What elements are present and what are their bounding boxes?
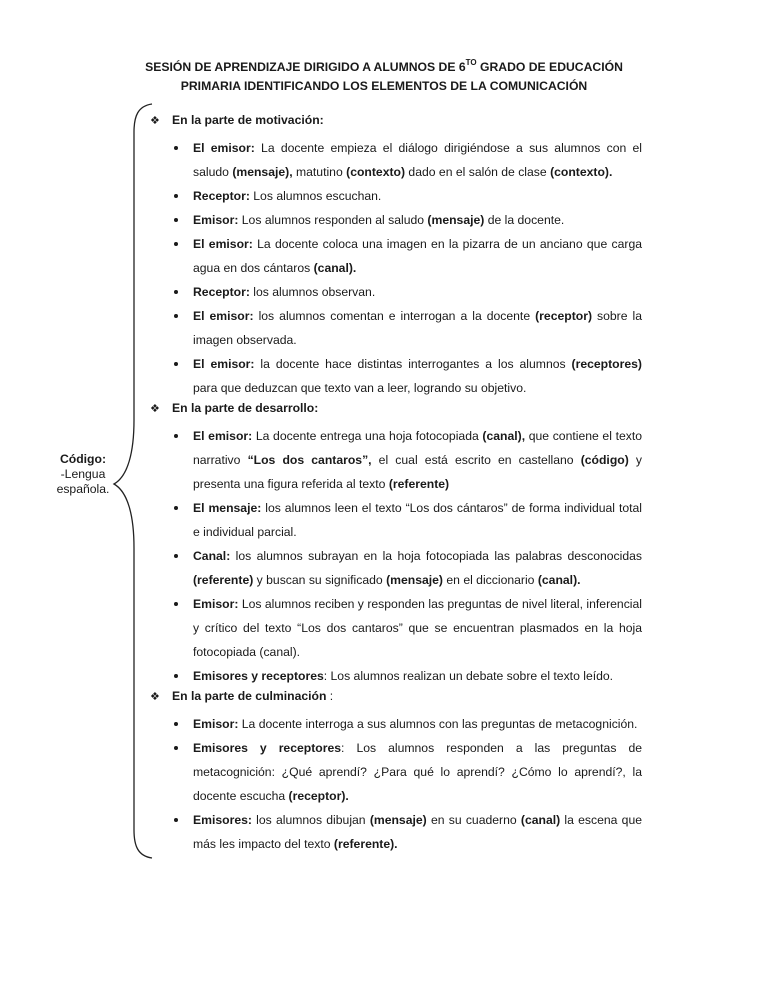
bullet-list	[150, 712, 642, 856]
bold-term: “Los dos cantaros”,	[247, 453, 372, 467]
bold-term: Canal:	[193, 549, 231, 563]
codigo-label: Código:	[59, 452, 107, 466]
codigo-text-2: española.	[56, 482, 110, 496]
codigo-note	[52, 452, 114, 497]
bold-term: (referente).	[333, 837, 398, 851]
bold-term: (canal),	[482, 429, 526, 443]
curly-brace	[0, 0, 160, 994]
list-item	[150, 304, 642, 352]
bold-term: (receptores)	[571, 357, 642, 371]
bold-term: (contexto).	[550, 165, 613, 179]
list-item	[150, 352, 642, 400]
bold-term: (mensaje)	[369, 813, 427, 827]
text-run: de la docente.	[484, 213, 565, 227]
title-line-1: SESIÓN DE APRENDIZAJE DIRIGIDO A ALUMNOS DE $6^{TO}$ GRADO DE EDUCACIÓN	[145, 58, 623, 74]
text-run: la escena que más les impacto del texto	[193, 813, 642, 851]
bold-term: (contexto)	[346, 165, 406, 179]
bold-term: (referente)	[388, 477, 450, 491]
text-run: los alumnos subrayan en la hoja fotocopiada las palabras desconocidas	[230, 549, 642, 563]
title-line-2: PRIMARIA IDENTIFICANDO LOS ELEMENTOS DE LA COMUNICACIÓN	[180, 79, 588, 93]
text-run: matutino	[292, 165, 347, 179]
bold-term: (mensaje)	[386, 573, 443, 587]
bold-term: (mensaje)	[427, 213, 485, 227]
bold-term: Receptor:	[193, 189, 250, 203]
text-run: : Los alumnos responden a las preguntas de metacognición: ¿Qué aprendí? ¿Para qué lo aprendí? ¿Cómo lo aprendí?, la docente escucha	[193, 741, 643, 803]
bold-term: El emisor:	[193, 141, 255, 155]
text-run: en su cuaderno	[426, 813, 521, 827]
text-run: La docente interroga a sus alumnos con las preguntas de metacognición.	[238, 717, 638, 731]
section-heading	[150, 688, 642, 712]
bold-term: (código)	[580, 453, 629, 467]
text-run: los alumnos dibujan	[251, 813, 370, 827]
text-run: los alumnos observan.	[249, 285, 376, 299]
bold-term: (canal).	[537, 573, 581, 587]
bold-term: El mensaje:	[193, 501, 262, 515]
list-item	[150, 136, 642, 184]
section-heading-text: En la parte de motivación:	[172, 113, 324, 127]
bold-term: Emisores y receptores	[193, 741, 342, 755]
text-run: para que deduzcan que texto van a leer, logrando su objetivo.	[193, 381, 527, 395]
bold-term: El emisor:	[193, 309, 254, 323]
text-run: Los alumnos escuchan.	[249, 189, 382, 203]
section-heading	[150, 400, 642, 424]
text-run: La docente empieza el diálogo dirigiéndose a sus alumnos con el saludo	[193, 141, 642, 179]
list-item	[150, 736, 642, 808]
diamond-bullet-icon: ❖	[150, 403, 160, 415]
bold-term: (canal)	[520, 813, 561, 827]
list-item	[150, 232, 642, 280]
section-heading-text: En la parte de desarrollo:	[172, 401, 319, 415]
text-run: y buscan su significado	[253, 573, 387, 587]
text-run: y presenta una figura referida al texto	[193, 453, 642, 491]
bold-term: (canal).	[313, 261, 357, 275]
text-run: Los alumnos reciben y responden las preguntas de nivel literal, inferencial y crítico del texto “Los dos cantaros” que se encuentran plasmados en la hoja fotocopiada (canal).	[193, 597, 642, 659]
section-heading-text: En la parte de culminación	[172, 689, 327, 703]
bullet-list	[150, 136, 642, 400]
bold-term: (referente)	[193, 573, 254, 587]
codigo-text-1: -Lengua	[60, 467, 106, 481]
text-run: que contiene el texto narrativo	[193, 429, 642, 467]
bold-term: Receptor:	[193, 285, 250, 299]
section-heading	[150, 112, 642, 136]
list-item	[150, 592, 642, 664]
document-body	[150, 112, 642, 856]
text-run: en el diccionario	[442, 573, 538, 587]
text-run: dado en el salón de clase	[405, 165, 551, 179]
list-item	[150, 184, 642, 208]
diamond-bullet-icon: ❖	[150, 115, 160, 127]
text-run: los alumnos leen el texto “Los dos cántaros” de forma individual total e individual parcial.	[193, 501, 642, 539]
document-title	[120, 58, 648, 96]
bold-term: Emisor:	[193, 597, 239, 611]
text-run: Los alumnos responden al saludo	[238, 213, 428, 227]
bold-term: (receptor)	[535, 309, 593, 323]
text-run: : Los alumnos realizan un debate sobre el texto leído.	[323, 669, 614, 683]
text-run: sobre la imagen observada.	[193, 309, 643, 347]
diamond-bullet-icon: ❖	[150, 691, 160, 703]
text-run: La docente coloca una imagen en la pizarra de un anciano que carga agua en dos cántaros	[193, 237, 642, 275]
text-run: los alumnos comentan e interrogan a la docente	[253, 309, 536, 323]
bullet-list	[150, 424, 642, 688]
bold-term: (receptor).	[288, 789, 349, 803]
title-superscript: TO	[465, 58, 477, 67]
text-run: la docente hace distintas interrogantes a los alumnos	[254, 357, 572, 371]
bold-term: El emisor:	[193, 357, 255, 371]
list-item	[150, 712, 642, 736]
text-run: La docente entrega una hoja fotocopiada	[252, 429, 483, 443]
bold-term: Emisor:	[193, 213, 239, 227]
bold-term: El emisor:	[193, 237, 253, 251]
text-run: el cual está escrito en castellano	[371, 453, 581, 467]
list-item	[150, 496, 642, 544]
list-item	[150, 664, 642, 688]
list-item	[150, 424, 642, 496]
bold-term: Emisor:	[193, 717, 239, 731]
list-item	[150, 280, 642, 304]
section-heading-suffix: :	[326, 689, 334, 703]
bold-term: Emisores y receptores	[193, 669, 324, 683]
bold-term: (mensaje),	[232, 165, 293, 179]
list-item	[150, 544, 642, 592]
bold-term: El emisor:	[193, 429, 253, 443]
bold-term: Emisores:	[193, 813, 252, 827]
list-item	[150, 808, 642, 856]
list-item	[150, 208, 642, 232]
